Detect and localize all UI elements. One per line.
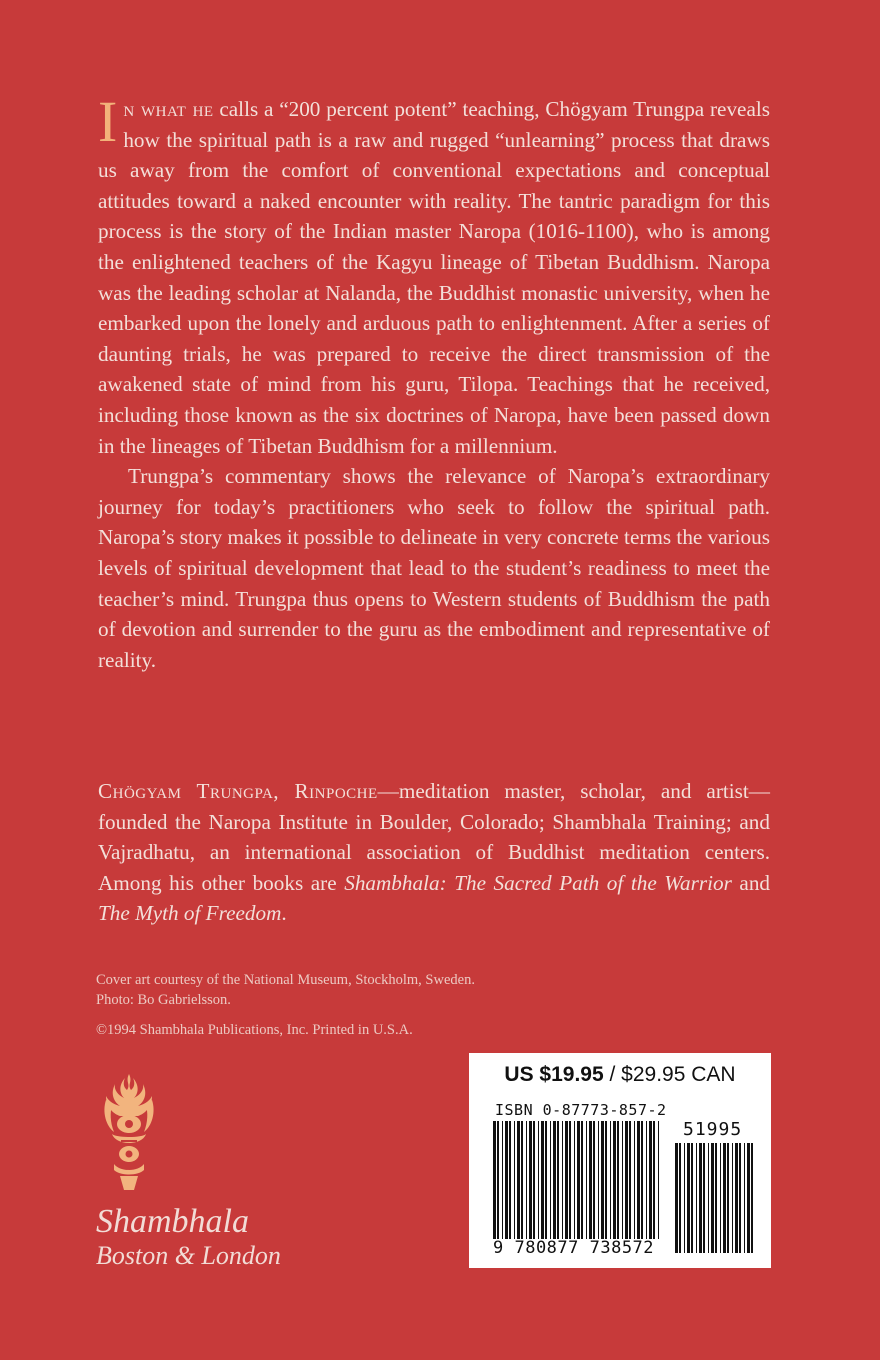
barcode-bar bbox=[637, 1121, 640, 1239]
barcode-bar bbox=[696, 1143, 697, 1253]
barcode-bar bbox=[711, 1143, 714, 1253]
barcode-bar bbox=[658, 1121, 659, 1239]
bio-text-3: . bbox=[281, 901, 287, 926]
barcode-bar bbox=[581, 1121, 583, 1239]
price-line bbox=[469, 1063, 771, 1087]
barcode-bar bbox=[526, 1121, 527, 1239]
blurb-text-1: calls a “200 percent potent” teaching, Chögyam Trungpa reveals how the spiritual path is a raw and rugged “unlearning” process that draws us away from the comfort of conventional expectations and conceptual attitudes toward a naked encounter with reality. The tantric paradigm for this process is the story of the Indian master Naropa (1016-1100), who is among the enlightened teachers of the Kagyu lineage of Tibetan Buddhism. Naropa was the leading scholar at Nalanda, the Buddhist monastic university, when he embarked upon the lonely and arduous path to enlightenment. After a series of daunting trials, he was prepared to receive the direct transmission of the awakened state of mind from his guru, Tilopa. Teachings that he received, including those known as the six doctrines of Naropa, have been passed down in the lineages of Tibetan Buddhism for a millennium. bbox=[98, 97, 770, 458]
barcode-bar bbox=[550, 1121, 551, 1239]
barcode-bar bbox=[553, 1121, 556, 1239]
barcode-bar bbox=[720, 1143, 721, 1253]
barcode-bar bbox=[751, 1143, 753, 1253]
barcode-bar bbox=[735, 1143, 738, 1253]
drop-cap: I bbox=[98, 89, 118, 154]
author-name: Chögyam Trungpa, Rinpoche bbox=[98, 779, 378, 803]
barcode-bar bbox=[646, 1121, 647, 1239]
publisher-imprint bbox=[96, 1203, 281, 1271]
book-title-2: The Myth of Freedom bbox=[98, 901, 282, 926]
barcode-bar bbox=[617, 1121, 619, 1239]
barcode-bar bbox=[699, 1143, 702, 1253]
isbn-label: ISBN 0-87773-857-2 bbox=[495, 1101, 667, 1119]
barcode-bar bbox=[653, 1121, 655, 1239]
publisher-location: Boston & London bbox=[96, 1241, 281, 1270]
barcode-bar bbox=[514, 1121, 515, 1239]
barcode-bar bbox=[493, 1121, 496, 1239]
us-price: US $19.95 bbox=[504, 1063, 604, 1086]
barcode-bar bbox=[649, 1121, 652, 1239]
barcode-bar bbox=[533, 1121, 535, 1239]
barcode-bar bbox=[744, 1143, 745, 1253]
barcode-bar bbox=[715, 1143, 717, 1253]
barcode-bar bbox=[502, 1121, 503, 1239]
barcode-bar bbox=[598, 1121, 599, 1239]
barcode-number: 9 780877 738572 bbox=[493, 1238, 655, 1258]
barcode-bar bbox=[529, 1121, 532, 1239]
price-separator: / bbox=[603, 1063, 622, 1086]
barcode-bar bbox=[538, 1121, 539, 1239]
barcode-bar bbox=[569, 1121, 571, 1239]
barcode-bar bbox=[727, 1143, 729, 1253]
barcode-bar bbox=[687, 1143, 690, 1253]
barcode-bar bbox=[691, 1143, 693, 1253]
addon-number: 51995 bbox=[683, 1119, 743, 1140]
barcode-bar bbox=[625, 1121, 628, 1239]
barcode-bar bbox=[675, 1143, 678, 1253]
barcode-bar bbox=[521, 1121, 523, 1239]
barcode-bar bbox=[641, 1121, 643, 1239]
barcode-bar bbox=[589, 1121, 592, 1239]
barcode-bar bbox=[577, 1121, 580, 1239]
flaming-jewel-emblem-icon bbox=[98, 1072, 160, 1192]
barcode-bar bbox=[605, 1121, 607, 1239]
barcode-bar bbox=[732, 1143, 733, 1253]
book-title-1: Shambhala: The Sacred Path of the Warrior bbox=[344, 870, 732, 895]
barcode-bar bbox=[601, 1121, 604, 1239]
barcode-bar bbox=[679, 1143, 681, 1253]
barcode-bar bbox=[574, 1121, 575, 1239]
barcode-bar bbox=[703, 1143, 705, 1253]
barcode-bar bbox=[497, 1121, 499, 1239]
author-bio bbox=[98, 776, 770, 929]
barcode-bar bbox=[622, 1121, 623, 1239]
barcode-bar bbox=[545, 1121, 547, 1239]
ean-barcode-icon bbox=[493, 1121, 663, 1239]
barcode-bar bbox=[684, 1143, 685, 1253]
price-barcode-box bbox=[469, 1053, 771, 1268]
barcode-bar bbox=[505, 1121, 508, 1239]
credit-line-1: Cover art courtesy of the National Museum, Stockholm, Sweden. bbox=[96, 972, 475, 988]
bio-text-2: and bbox=[731, 870, 771, 895]
barcode-bar bbox=[593, 1121, 595, 1239]
barcode-bar bbox=[723, 1143, 726, 1253]
barcode-bar bbox=[739, 1143, 741, 1253]
barcode-bar bbox=[610, 1121, 611, 1239]
addon-barcode-icon bbox=[675, 1143, 755, 1253]
barcode-bar bbox=[629, 1121, 631, 1239]
barcode-bar bbox=[747, 1143, 750, 1253]
blurb-paragraph-1 bbox=[98, 89, 770, 461]
blurb-paragraph-2: Trungpa’s commentary shows the relevance of Naropa’s extraordinary journey for today’s practitioners who seek to follow the spiritual path. Naropa’s story makes it possible to delineate in very concrete terms the various levels of spiritual development that lead to the student’s readiness to meet the teacher’s mind. Trungpa thus opens to Western students of Buddhism the path of devotion and surrender to the guru as the embodiment and representative of reality. bbox=[98, 464, 770, 672]
credit-line-2: Photo: Bo Gabrielsson. bbox=[96, 992, 231, 1008]
cover-credits bbox=[96, 970, 616, 1010]
barcode-bar bbox=[517, 1121, 520, 1239]
description-blurb bbox=[98, 89, 770, 675]
barcode-bar bbox=[565, 1121, 568, 1239]
barcode-bar bbox=[613, 1121, 616, 1239]
barcode-bar bbox=[708, 1143, 709, 1253]
barcode-bar bbox=[634, 1121, 635, 1239]
can-price: $29.95 CAN bbox=[621, 1063, 736, 1086]
barcode-bar bbox=[557, 1121, 559, 1239]
barcode-bar bbox=[562, 1121, 563, 1239]
lead-in-smallcaps: n what he bbox=[123, 97, 214, 121]
barcode-bar bbox=[541, 1121, 544, 1239]
barcode-bar bbox=[509, 1121, 511, 1239]
bio-text-1: —meditation master, scholar, and artist—founded the Naropa Institute in Boulder, Colorado; Shambhala Training; and Vajradhatu, an international association of Buddhist meditation centers. Among his other books are bbox=[98, 779, 770, 895]
publisher-name: Shambhala bbox=[96, 1203, 249, 1240]
copyright-line: ©1994 Shambhala Publications, Inc. Printed in U.S.A. bbox=[96, 1022, 413, 1038]
barcode-bar bbox=[586, 1121, 587, 1239]
